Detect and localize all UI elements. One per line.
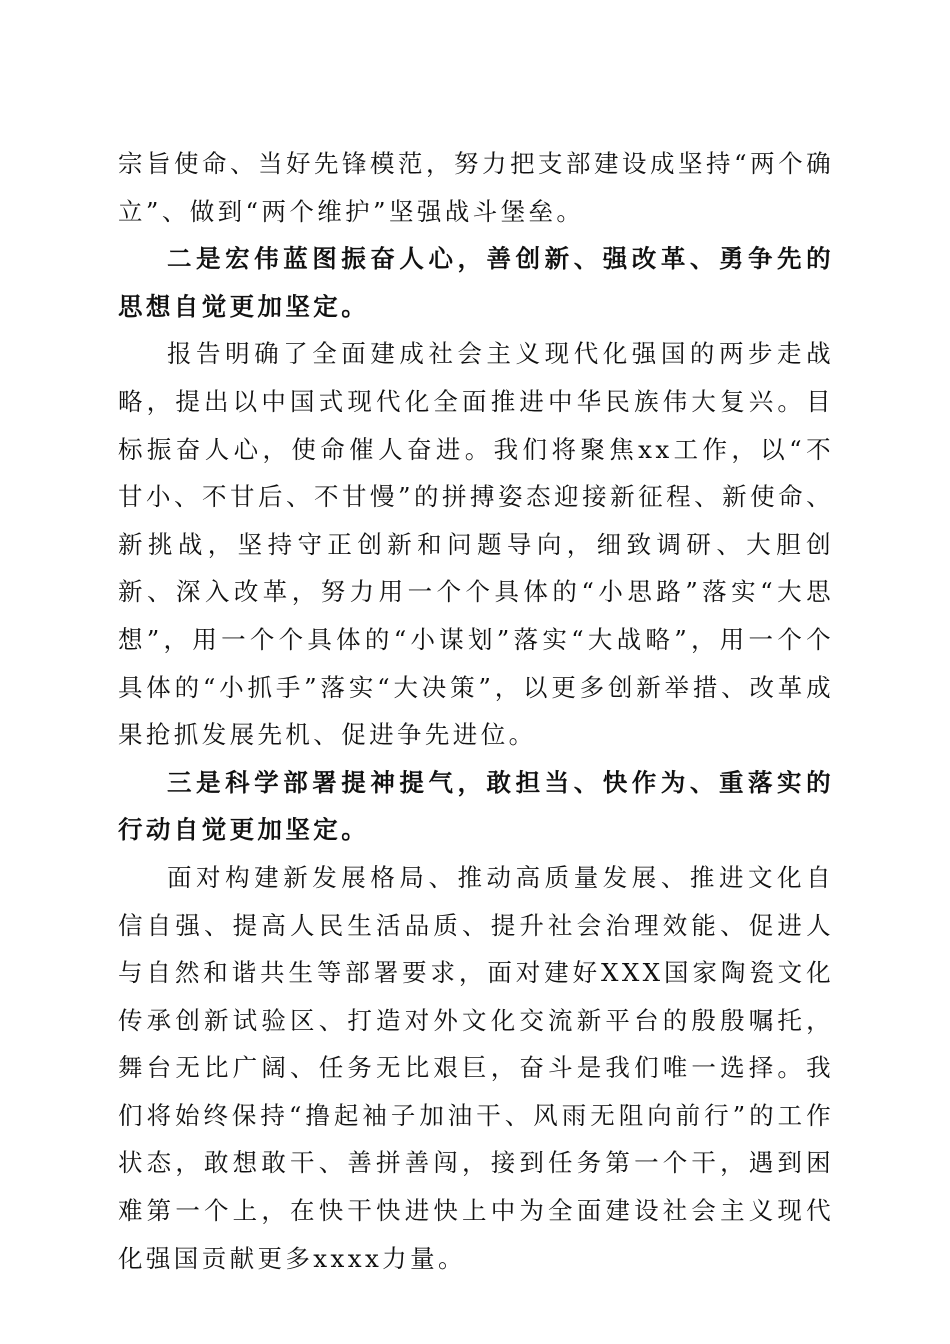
paragraph-deployment: 面对构建新发展格局、推动高质量发展、推进文化自信自强、提高人民生活品质、提升社会治理效能、促进人与自然和谐共生等部署要求，面对建好XXX国家陶瓷文化传承创新试验区、打造对外文化交流新平台的殷殷嘱托，舞台无比广阔、任务无比艰巨，奋斗是我们唯一选择。我们将始终保持“撸起袖子加油干、风雨无阻向前行”的工作状态，敢想敢干、善拼善闯，接到任务第一个干，遇到困难第一个上，在快干快进快上中为全面建设社会主义现代化强国贡献更多xxxx力量。 — [118, 862, 834, 1273]
paragraph-continuation: 宗旨使命、当好先锋模范，努力把支部建设成坚持“两个确立”、做到“两个维护”坚强战斗堡垒。 — [118, 149, 834, 226]
paragraph-strategy: 报告明确了全面建成社会主义现代化强国的两步走战略，提出以中国式现代化全面推进中华民族伟大复兴。目标振奋人心，使命催人奋进。我们将聚焦xx工作，以“不甘小、不甘后、不甘慢”的拼搏姿态迎接新征程、新使命、新挑战，坚持守正创新和问题导向，细致调研、大胆创新、深入改革，努力用一个个具体的“小思路”落实“大思想”，用一个个具体的“小谋划”落实“大战略”，用一个个具体的“小抓手”落实“大决策”，以更多创新举措、改革成果抢抓发展先机、促进争先进位。 — [118, 339, 834, 750]
section-heading-two: 二是宏伟蓝图振奋人心，善创新、强改革、勇争先的思想自觉更加坚定。 — [118, 244, 834, 321]
document-body — [118, 140, 834, 1282]
section-heading-three: 三是科学部署提神提气，敢担当、快作为、重落实的行动自觉更加坚定。 — [118, 767, 834, 845]
